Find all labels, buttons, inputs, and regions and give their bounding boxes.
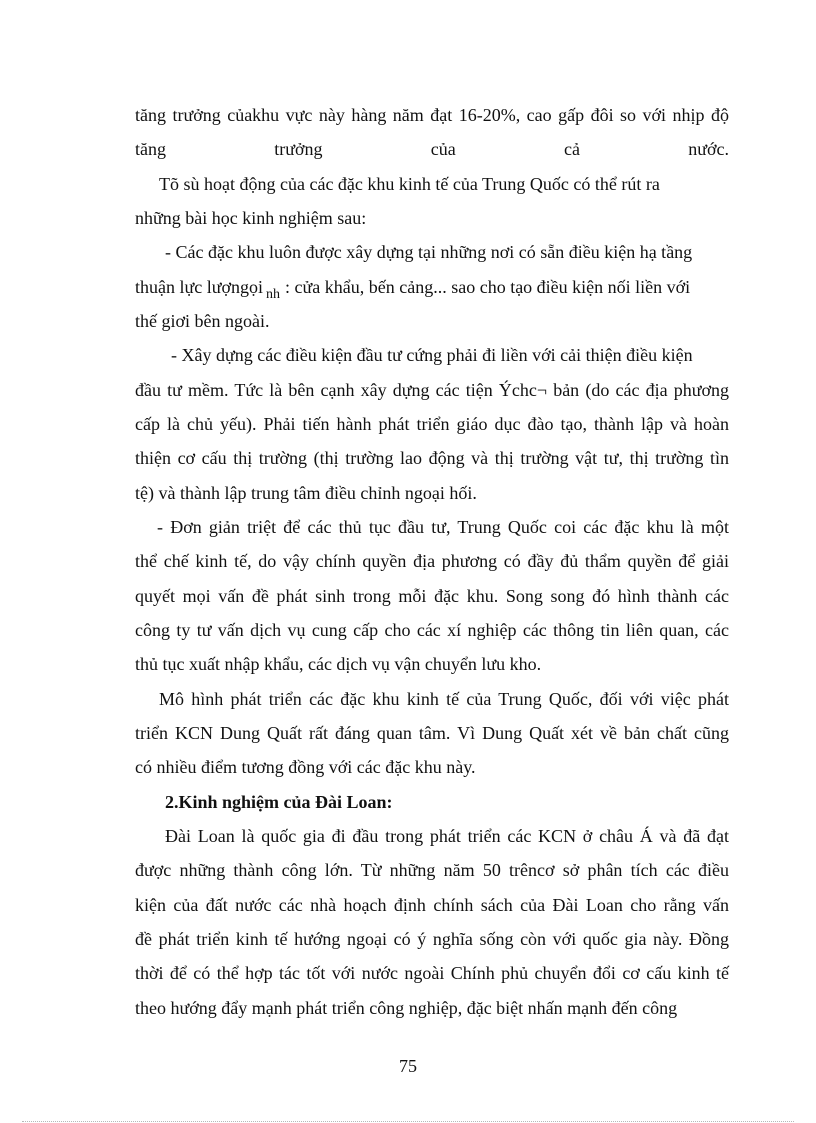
text-line: thủ tục xuất nhập khẩu, các dịch vụ vận chuyển lưu kho. [135,654,542,674]
text-line: Mô hình phát triển các đặc khu kinh tế của Trung Quốc, đối với việc phát [159,689,729,709]
text-fragment: thuận lực lượngọi [135,277,264,297]
text-line: Tõ sù hoạt động của các đặc khu kinh tế của Trung Quốc có thể rút ra [159,174,660,194]
text-line: cấp là chủ yếu). Phải tiến hành phát triển giáo dục đào tạo, thành lập và hoàn [135,414,729,434]
text-line: những bài học kinh nghiệm sau: [135,208,367,228]
page-number: 75 [399,1056,417,1076]
text-line: quyết mọi vấn đề phát sinh trong mỗi đặc khu. Song song đó hình thành các [135,586,729,606]
text-line: được những thành công lớn. Từ những năm 50 trêncơ sở phân tích các điều [135,860,729,880]
text-line: - Các đặc khu luôn được xây dựng tại những nơi có sẵn điều kiện hạ tầng [165,242,693,262]
text-line: Đài Loan là quốc gia đi đầu trong phát triển các KCN ở châu Á và đã đạt [165,826,729,846]
text-line: triển KCN Dung Quất rất đáng quan tâm. Vì Dung Quất xét về bản chất cũng [135,723,729,743]
text-line: có nhiều điểm tương đồng với các đặc khu này. [135,757,476,777]
text-line: đề phát triển kinh tế hướng ngoại có ý nghĩa sống còn với quốc gia này. Đồng [135,929,729,949]
text-line: đầu tư mềm. Tức là bên cạnh xây dựng các tiện Ýchc¬ bản (do các địa phương [135,380,729,400]
text-line: thiện cơ cấu thị trường (thị trường lao động và thị trường vật tư, thị trường tìn [135,448,729,468]
text-line: tăng trưởng của cả nước. [135,139,729,159]
text-line: - Đơn giản triệt để các thủ tục đầu tư, Trung Quốc coi các đặc khu là một [157,517,729,537]
text-line: thể chế kinh tế, do vậy chính quyền địa phương có đầy đủ thẩm quyền để giải [135,551,729,571]
text-line: công ty tư vấn dịch vụ cung cấp cho các xí nghiệp các thông tin liên quan, các [135,620,729,640]
text-line: theo hướng đẩy mạnh phát triển công nghiệp, đặc biệt nhấn mạnh đến công [135,998,678,1018]
text-line: thế giơi bên ngoài. [135,311,270,331]
section-heading: 2.Kinh nghiệm của Đài Loan: [165,792,393,812]
text-line-with-subscript [135,275,729,307]
text-line: kiện của đất nước các nhà hoạch định chính sách của Đài Loan cho rằng vấn [135,895,729,915]
text-line: tệ) và thành lập trung tâm điều chỉnh ngoại hối. [135,483,477,503]
text-line: tăng trưởng củakhu vực này hàng năm đạt 16-20%, cao gấp đôi so với nhịp độ [135,105,729,125]
text-line: - Xây dựng các điều kiện đầu tư cứng phải đi liền với cải thiện điều kiện [171,345,693,365]
text-line: thời để có thể hợp tác tốt với nước ngoài Chính phủ chuyển đổi cơ cấu kinh tế [135,963,729,983]
text-fragment: : cửa khẩu, bến cảng... sao cho tạo điều kiện nối liền với [285,277,691,297]
page-bottom-divider [22,1121,794,1122]
subscript-fragment: nh [266,287,281,302]
